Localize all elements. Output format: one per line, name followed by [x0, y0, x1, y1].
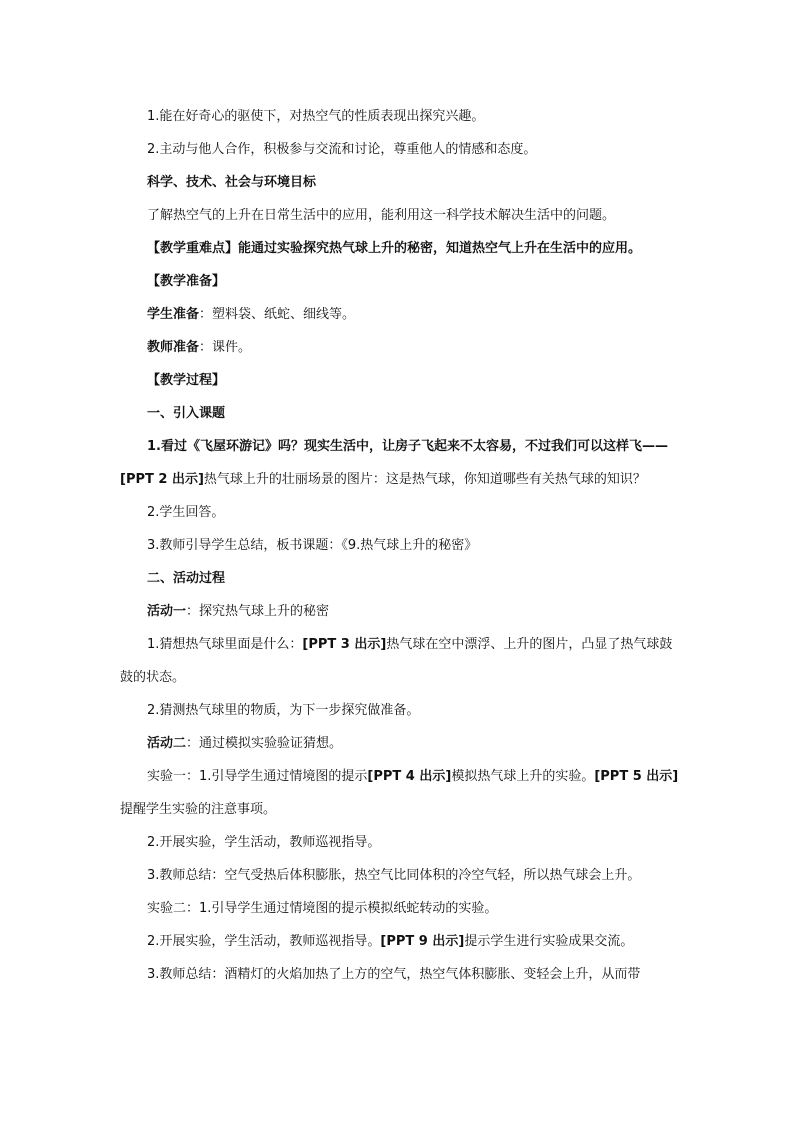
- objective-1: 1.能在好奇心的驱使下，对热空气的性质表现出探究兴趣。: [147, 109, 485, 124]
- experiment-2-step-2: [120, 925, 680, 958]
- experiment-2-step-3: 3.教师总结：酒精灯的火焰加热了上方的空气，热空气体积膨胀、变轻会上升，从而带: [147, 967, 641, 982]
- document-body: [120, 100, 680, 991]
- section-heading-preparation: 【教学准备】: [147, 274, 226, 289]
- intro-step-2: 2.学生回答。: [147, 505, 225, 520]
- intro-step-1: [120, 430, 680, 496]
- activity-1-step-2: 2.猜测热气球里的物质，为下一步探究做准备。: [147, 703, 420, 718]
- experiment-1-step-2: 2.开展实验，学生活动，教师巡视指导。: [147, 835, 381, 850]
- activity-1-label: 活动一: [147, 604, 187, 619]
- activity-2-title: [120, 727, 680, 760]
- experiment-1-step-1-c: 提醒学生实验的注意事项。: [120, 802, 277, 817]
- activity-2-label: 活动二: [147, 736, 187, 751]
- student-preparation-label: 学生准备: [147, 307, 200, 322]
- section-heading-process: 【教学过程】: [147, 373, 226, 388]
- experiment-1-step-1-b: 模拟热气球上升的实验。: [451, 769, 595, 784]
- experiment-1-step-1-a: 实验一：1.引导学生通过情境图的提示: [147, 769, 368, 784]
- activity-1-text: ：探究热气球上升的秘密: [186, 604, 330, 619]
- experiment-2-step-1: 实验二：1.引导学生通过情境图的提示模拟纸蛇转动的实验。: [147, 901, 498, 916]
- student-preparation-text: ：塑料袋、纸蛇、细线等。: [199, 307, 356, 322]
- intro-step-3: 3.教师引导学生总结，板书课题：《9.热气球上升的秘密》: [147, 538, 478, 553]
- experiment-1-step-3: 3.教师总结：空气受热后体积膨胀，热空气比同体积的冷空气轻，所以热气球会上升。: [147, 868, 641, 883]
- section-heading-sts: 科学、技术、社会与环境目标: [147, 175, 317, 190]
- activity-1-title: [120, 595, 680, 628]
- key-points: 【教学重难点】能通过实验探究热气球上升的秘密，知道热空气上升在生活中的应用。: [147, 241, 642, 256]
- experiment-2-step-2-a: 2.开展实验，学生活动，教师巡视指导。: [147, 934, 381, 949]
- experiment-1-step-1: [120, 760, 680, 826]
- section-heading-activities: 二、活动过程: [147, 571, 226, 586]
- intro-step-1-bold: 1.看过《飞屋环游记》吗？现实生活中，让房子飞起来不太容易，不过我们可以这样飞——[PPT 2 出示]: [120, 439, 668, 487]
- activity-2-text: ：通过模拟实验验证猜想。: [186, 736, 343, 751]
- intro-step-1-text: 热气球上升的壮丽场景的图片：这是热气球，你知道哪些有关热气球的知识？: [203, 472, 646, 487]
- experiment-2-step-2-b: 提示学生进行实验成果交流。: [464, 934, 634, 949]
- teacher-preparation-label: 教师准备: [147, 340, 200, 355]
- experiment-1-ppt-5: [PPT 5 出示]: [594, 769, 679, 784]
- teacher-preparation-text: ：课件。: [199, 340, 252, 355]
- teacher-preparation: [120, 331, 680, 364]
- experiment-2-ppt-9: [PPT 9 出示]: [380, 934, 465, 949]
- activity-1-step-1: [120, 628, 680, 694]
- activity-1-step-1-a: 1.猜想热气球里面是什么：: [147, 637, 303, 652]
- activity-1-step-1-b: 热气球在空中漂浮、上升的图片，凸显了热气球鼓鼓的状态。: [120, 637, 673, 685]
- sts-text: 了解热空气的上升在日常生活中的应用，能利用这一科学技术解决生活中的问题。: [147, 208, 616, 223]
- objective-2: 2.主动与他人合作，积极参与交流和讨论，尊重他人的情感和态度。: [147, 142, 537, 157]
- activity-1-step-1-ppt: [PPT 3 出示]: [302, 637, 387, 652]
- student-preparation: [120, 298, 680, 331]
- section-heading-intro: 一、引入课题: [147, 406, 226, 421]
- experiment-1-ppt-4: [PPT 4 出示]: [367, 769, 452, 784]
